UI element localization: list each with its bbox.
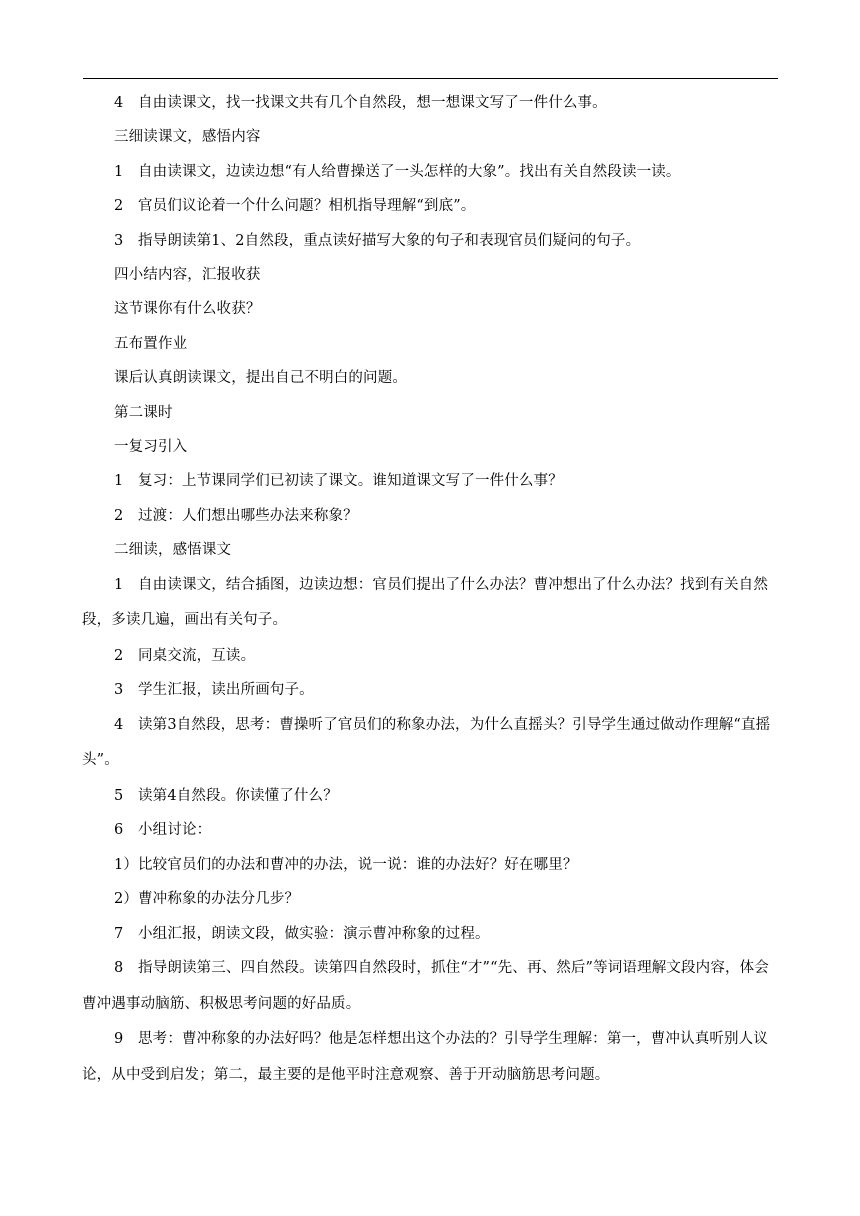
heading-section-3: 三细读课文，感悟内容 bbox=[114, 129, 261, 146]
heading-section-4: 四小结内容，汇报收获 bbox=[114, 267, 261, 284]
paragraph-discussion-item-2: 2）曹冲称象的办法分几步？ bbox=[114, 891, 300, 908]
paragraph-review: 1 复习：上节课同学们已初读了课文。谁知道课文写了一件什么事？ bbox=[114, 473, 563, 490]
paragraph-step-4-shake-head: 4 读第3自然段，思考：曹操听了官员们的称象办法，为什么直摇头？引导学生通过做动作理解“直摇头”。 bbox=[82, 716, 771, 769]
paragraph-step-3-guided-reading: 3 指导朗读第1、2自然段，重点读好描写大象的句子和表现官员们疑问的句子。 bbox=[114, 232, 641, 249]
paragraph-harvest-question: 这节课你有什么收获？ bbox=[114, 301, 261, 318]
heading-close-reading: 二细读，感悟课文 bbox=[114, 542, 232, 559]
paragraph-step-2-deskmate: 2 同桌交流，互读。 bbox=[114, 647, 256, 664]
header-rule bbox=[83, 78, 778, 79]
paragraph-step-7-group-report: 7 小组汇报，朗读文段，做实验：演示曹冲称象的过程。 bbox=[114, 925, 490, 942]
paragraph-step-6-group-discussion: 6 小组讨论： bbox=[114, 822, 212, 839]
paragraph-homework: 课后认真朗读课文，提出自己不明白的问题。 bbox=[114, 370, 407, 387]
paragraph-step-1-read-and-think: 1 自由读课文，边读边想“有人给曹操送了一头怎样的大象”。找出有关自然段读一读。 bbox=[114, 163, 681, 180]
paragraph-step-8-guided-reading: 8 指导朗读第三、四自然段。读第四自然段时，抓住“才”“先、再、然后”等词语理解文段内容，体会曹冲遇事动脑筋、积极思考问题的好品质。 bbox=[82, 959, 769, 1012]
heading-section-5: 五布置作业 bbox=[114, 335, 188, 352]
heading-second-lesson: 第二课时 bbox=[114, 404, 173, 421]
paragraph-step-1-illustration: 1 自由读课文，结合插图，边读边想：官员们提出了什么办法？曹冲想出了什么办法？找到有关自然段，多读几遍，画出有关句子。 bbox=[82, 576, 768, 629]
paragraph-step-4-read-freely: 4 自由读课文，找一找课文共有几个自然段，想一想课文写了一件什么事。 bbox=[114, 95, 607, 111]
document-body bbox=[82, 86, 780, 1093]
paragraph-step-3-report: 3 学生汇报，读出所画句子。 bbox=[114, 682, 314, 699]
paragraph-step-2-officials-discuss: 2 官员们议论着一个什么问题？相机指导理解“到底”。 bbox=[114, 198, 476, 215]
paragraph-step-5-read-paragraph-4: 5 读第4自然段。你读懂了什么？ bbox=[114, 787, 338, 804]
paragraph-transition: 2 过渡：人们想出哪些办法来称象？ bbox=[114, 507, 358, 524]
paragraph-step-9-reflection: 9 思考：曹冲称象的办法好吗？他是怎样想出这个办法的？引导学生理解：第一，曹冲认真听别人议论，从中受到启发；第二，最主要的是他平时注意观察、善于开动脑筋思考问题。 bbox=[82, 1031, 768, 1083]
heading-review-intro: 一复习引入 bbox=[114, 439, 188, 456]
paragraph-discussion-item-1: 1）比较官员们的办法和曹冲的办法，说一说：谁的办法好？好在哪里？ bbox=[114, 856, 578, 873]
